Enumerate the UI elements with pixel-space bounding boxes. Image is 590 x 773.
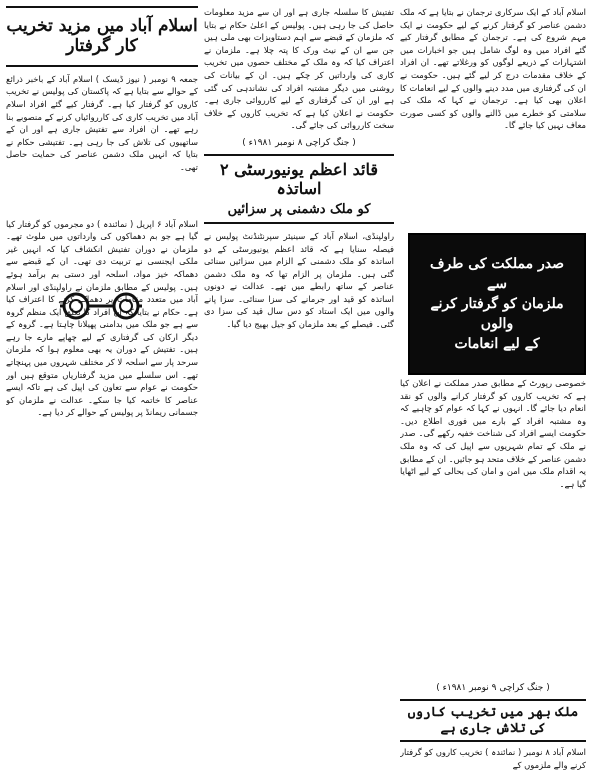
right-headline: ملک بھر میں تخریب کاروں کی تلاش جاری ہے [400,699,586,742]
right-column [400,0,586,773]
middle-headline-1: قائد اعظم یونیورسٹی ۲ اساتذہ [219,159,378,199]
banner-line-2: ملزمان کو گرفتار کرنے والوں [430,296,564,332]
right-credit: ( جنگ کراچی ۹ نومبر ۱۹۸۱ء ) [436,683,550,693]
banner-line-3: کے لیے انعامات [454,336,540,352]
middle-credit: ( جنگ کراچی ۸ نومبر ۱۹۸۱ء ) [242,137,356,148]
left-headline: اسلام آباد میں مزید تخریب کار گرفتار [6,16,198,57]
right-paragraph-3: اسلام آباد ۸ نومبر ( نمائندہ ) تخریب کاروں کو گرفتار کرنے والے ملزموں کے [400,747,586,770]
middle-headline-box [204,154,394,224]
left-paragraph-2: اسلام آباد ۶ اپریل ( نمائندہ ) دو مجرموں کو گرفتار کیا گیا ہے جو بم دھماکوں کی وارداتوں میں ملوث تھے۔ ملزمان نے دوران تفتیش انکشاف کیا کہ انہیں غیر ملکی ایجنسی نے تربیت دی تھی۔ ان کے قبضے سے دھماکہ خیز مواد، اسلحہ اور دستی بم برآمد ہوئے ہیں۔ پولیس کے مطابق ملزمان نے راولپنڈی اور اسلام آباد میں متعدد مقامات پر دھماکے کرنے کا اعتراف کیا ہے۔ حکام نے بتایا کہ ان افراد کا تعلق ایک منظم گروہ سے ہے جو ملک میں بدامنی پھیلانا چاہتا ہے۔ گروہ کے دیگر ارکان کی گرفتاری کے لیے چھاپے مارے جا رہے ہیں۔ تفتیش کے دوران یہ بھی معلوم ہوا کہ ملزمان سرحد پار سے اسلحہ لا کر مختلف شہروں میں پہنچاتے تھے۔ اس سلسلے میں مزید گرفتاریاں متوقع ہیں اور حکومت نے عوام سے تعاون کی اپیل کی ہے تاکہ ایسے عناصر کا خاتمہ کیا جا سکے۔ عدالت نے ملزمان کو جسمانی ریمانڈ پر پولیس کے حوالے کر دیا ہے۔ [6,218,198,418]
banner-line-1: صدر مملکت کی طرف سے [429,256,565,292]
right-paragraph-2: خصوصی رپورٹ کے مطابق صدر مملکت نے اعلان کیا ہے کہ تخریب کاروں کو گرفتار کرانے والوں کو نقد انعام دیا جائے گا۔ انہوں نے کہا کہ عوام کو چاہیے کہ وہ مشتبہ افراد کے بارے میں فوری اطلاع دیں۔ حکومت ایسے افراد کی شناخت خفیہ رکھے گی۔ صدر نے ملک کے تمام شہریوں سے اپیل کی کہ وہ ملک دشمن عناصر کے خلاف متحد ہو جائیں۔ ان کے مطابق یہ اقدام ملک میں امن و امان کی بحالی کے لیے اٹھایا گیا ہے۔ [400,378,586,489]
right-paragraph-1: اسلام آباد کے ایک سرکاری ترجمان نے بتایا ہے کہ ملک دشمن عناصر کو گرفتار کرنے کے لیے حکومت نے ایک مہم شروع کی ہے۔ ترجمان کے مطابق گرفتار کیے گئے افراد میں وہ لوگ شامل ہیں جو اخبارات میں اشتہارات کے ذریعے لوگوں کو ورغلاتے تھے۔ ان افراد کے خلاف مقدمات درج کر لیے گئے ہیں۔ حکومت نے ان کی گرفتاری میں مدد دینے والوں کے لیے انعامات کا اعلان بھی کیا ہے۔ ترجمان نے کہا کہ ملک کی سلامتی کو خطرے میں ڈالنے والوں کو کسی صورت معاف نہیں کیا جائے گا۔ [400,7,586,131]
middle-column [204,0,394,773]
middle-paragraph-2: راولپنڈی، اسلام آباد کے سینیئر سپرنٹنڈنٹ پولیس نے فیصلہ سنایا ہے کہ قائد اعظم یونیورسٹی کے دو اساتذہ کو ملک دشمنی کے الزام میں سزائیں سنائی گئی ہیں۔ ملزمان پر الزام تھا کہ وہ ملک دشمن عناصر کے ساتھ رابطے میں تھے۔ عدالت نے دونوں اساتذہ کو قید اور جرمانے کی سزا سنائی۔ سزا پانے والوں میں ایک استاد کو دس سال قید کی سزا دی گئی۔ فیصلے کے بعد ملزمان کو جیل بھیج دیا گیا۔ [204,230,394,330]
reward-announcement-banner [408,233,586,375]
top-rule [6,6,198,8]
left-paragraph-1: جمعہ ۹ نومبر ( نیوز ڈیسک ) اسلام آباد کے باخبر ذرائع کے حوالے سے بتایا ہے کہ پاکستان کی پولیس نے تخریب کاروں کو گرفتار کیا ہے۔ گرفتار کیے گئے افراد اسلام آباد میں تخریب کاری کی کارروائیاں کرنے کے منصوبے بنا رہے تھے۔ ان افراد سے تفتیش جاری ہے اور ان کے ساتھیوں کی تلاش کی جا رہی ہے۔ تفتیشی حکام نے بتایا کہ انہیں ملک دشمن عناصر کی حمایت حاصل تھی۔ [6,73,198,172]
middle-headline-2: کو ملک دشمنی پر سزائیں [227,202,371,218]
middle-paragraph-1: تفتیش کا سلسلہ جاری ہے اور ان سے مزید معلومات حاصل کی جا رہی ہیں۔ پولیس کے اعلیٰ حکام نے بتایا کہ ملزمان کے قبضے سے اہم دستاویزات بھی ملی ہیں جن سے ان کے نیٹ ورک کا پتہ چلا ہے۔ ملزمان نے اعتراف کیا کہ وہ ملک کے مختلف حصوں میں تخریب کاری کی وارداتیں کر چکے ہیں۔ ان کے بیانات کی روشنی میں دیگر مشتبہ افراد کی نشاندہی کی گئی ہے اور ان کی گرفتاری کے لیے کارروائی جاری ہے۔ حکومت نے اعلان کیا ہے کہ تخریب کاروں کے خلاف سخت کارروائی کی جائے گی۔ [204,7,394,131]
left-column [6,0,198,773]
decorative-ornament-icon [60,291,142,321]
headline-rule [6,65,198,67]
